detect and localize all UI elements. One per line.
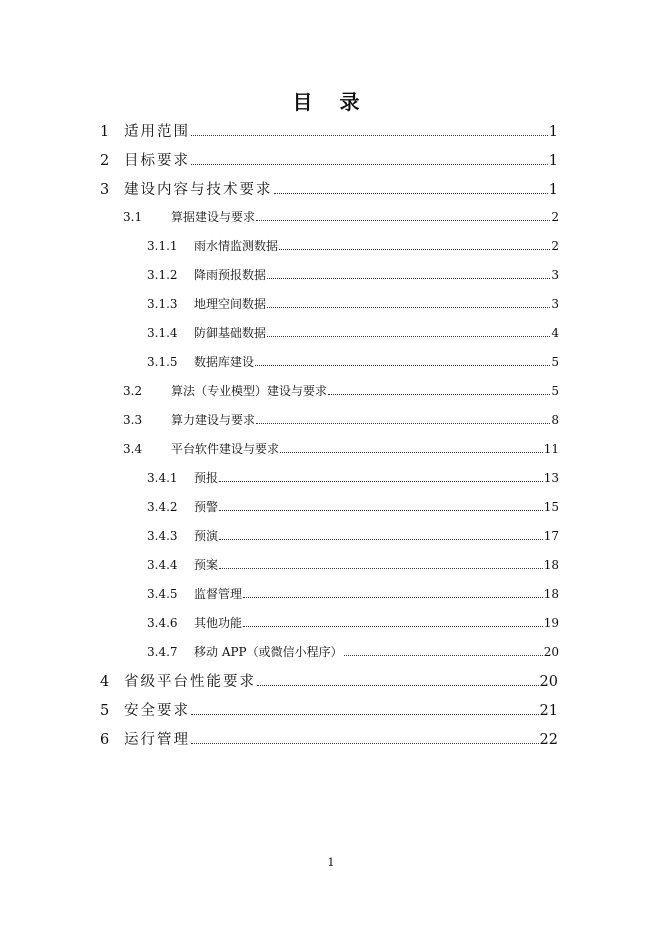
toc-entry[interactable] [123, 208, 559, 225]
toc-entry[interactable] [147, 498, 559, 515]
toc-page: 15 [543, 500, 559, 514]
toc-label: 平台软件建设与要求 [171, 442, 280, 456]
toc-label: 预警 [194, 500, 219, 514]
toc-entry[interactable] [100, 120, 558, 141]
toc-label: 安全要求 [124, 703, 190, 719]
toc-leader [344, 653, 543, 656]
toc-leader [267, 305, 550, 308]
toc-number: 3.4 [123, 442, 143, 456]
toc-leader [279, 247, 550, 250]
page-number-footer: 1 [327, 856, 335, 869]
toc-page: 3 [551, 268, 559, 282]
toc-page: 8 [551, 413, 559, 427]
toc-leader [274, 190, 548, 194]
toc-entry[interactable] [147, 614, 559, 631]
toc-leader [280, 450, 543, 453]
toc-number: 3.1.1 [147, 239, 178, 253]
toc-leader [328, 392, 550, 395]
toc-label: 数据库建设 [194, 355, 255, 369]
toc-label: 建设内容与技术要求 [124, 182, 273, 198]
toc-page: 1 [548, 182, 558, 198]
toc-number: 3.1.2 [147, 268, 178, 282]
toc-label: 预报 [194, 471, 219, 485]
toc-label: 算力建设与要求 [171, 413, 256, 427]
toc-entry[interactable] [147, 237, 559, 254]
toc-leader [219, 537, 543, 540]
toc-number: 5 [100, 703, 110, 719]
toc-label: 省级平台性能要求 [124, 674, 256, 690]
toc-number: 3.4.4 [147, 558, 178, 572]
toc-page: 21 [539, 703, 558, 719]
toc-entry[interactable] [147, 353, 559, 370]
toc-number: 3.1.5 [147, 355, 178, 369]
toc-entry[interactable] [123, 440, 559, 457]
toc-entry[interactable] [100, 178, 558, 199]
toc-number: 1 [100, 124, 110, 140]
toc-label: 其他功能 [194, 616, 243, 630]
toc-entry[interactable] [147, 556, 559, 573]
toc-number: 3 [100, 182, 110, 198]
toc-label: 适用范围 [124, 124, 190, 140]
toc-label: 目标要求 [124, 153, 190, 169]
toc-leader [256, 218, 550, 221]
toc-page: 5 [551, 355, 559, 369]
toc-leader [257, 682, 539, 686]
toc-page: 2 [551, 239, 559, 253]
toc-number: 3.4.2 [147, 500, 178, 514]
toc-leader [267, 334, 550, 337]
toc-number: 3.1.3 [147, 297, 178, 311]
toc-entry[interactable] [100, 699, 558, 720]
toc-leader [191, 132, 548, 136]
toc-number: 3.4.6 [147, 616, 178, 630]
toc-page: 20 [543, 645, 559, 659]
toc-leader [219, 479, 543, 482]
toc-leader [255, 363, 550, 366]
toc-leader [256, 421, 550, 424]
toc-entry[interactable] [123, 382, 559, 399]
toc-number: 6 [100, 732, 110, 748]
toc-number: 3.1.4 [147, 326, 178, 340]
toc-number: 3.2 [123, 384, 143, 398]
toc-entry[interactable] [147, 266, 559, 283]
toc-page: 1 [548, 124, 558, 140]
toc-leader [267, 276, 550, 279]
toc-entry[interactable] [123, 411, 559, 428]
toc-leader [243, 595, 543, 598]
toc-label: 预案 [194, 558, 219, 572]
toc-page: 18 [543, 558, 559, 572]
toc-page: 22 [539, 732, 558, 748]
toc-leader [191, 740, 539, 744]
toc-page: 20 [539, 674, 558, 690]
toc-page: 2 [551, 210, 559, 224]
toc-entry[interactable] [147, 295, 559, 312]
toc-label: 降雨预报数据 [194, 268, 267, 282]
toc-page: 1 [548, 153, 558, 169]
toc-leader [219, 566, 543, 569]
toc-number: 3.4.3 [147, 529, 178, 543]
toc-entry[interactable] [100, 670, 558, 691]
toc-entry[interactable] [147, 527, 559, 544]
toc-page: 17 [543, 529, 559, 543]
toc-leader [191, 711, 539, 715]
toc-leader [219, 508, 543, 511]
toc-page: 18 [543, 587, 559, 601]
toc-page: 13 [543, 471, 559, 485]
toc-page: 19 [543, 616, 559, 630]
toc-entry[interactable] [147, 324, 559, 341]
toc-label: 雨水情监测数据 [194, 239, 279, 253]
toc-number: 3.3 [123, 413, 143, 427]
toc-entry[interactable] [100, 149, 558, 170]
toc-page: 4 [551, 326, 559, 340]
toc-page: 5 [551, 384, 559, 398]
toc-label: 算法（专业模型）建设与要求 [171, 384, 328, 398]
toc-number: 2 [100, 153, 110, 169]
toc-number: 3.4.7 [147, 645, 178, 659]
toc-number: 3.4.5 [147, 587, 178, 601]
page-title: 目 录 [292, 90, 370, 114]
toc-leader [243, 624, 543, 627]
toc-page: 3 [551, 297, 559, 311]
toc-label: 运行管理 [124, 732, 190, 748]
toc-number: 3.4.1 [147, 471, 178, 485]
toc-label: 地理空间数据 [194, 297, 267, 311]
toc-label: 算据建设与要求 [171, 210, 256, 224]
toc-label: 预演 [194, 529, 219, 543]
toc-label: 防御基础数据 [194, 326, 267, 340]
toc-entry[interactable] [147, 469, 559, 486]
toc-label: 移动 APP（或微信小程序） [194, 645, 343, 659]
toc-entry[interactable] [100, 728, 558, 749]
toc-label: 监督管理 [194, 587, 243, 601]
toc-number: 4 [100, 674, 110, 690]
toc-leader [191, 161, 548, 165]
toc-number: 3.1 [123, 210, 143, 224]
toc-entry[interactable] [147, 643, 559, 660]
toc-entry[interactable] [147, 585, 559, 602]
toc-page: 11 [543, 442, 559, 456]
